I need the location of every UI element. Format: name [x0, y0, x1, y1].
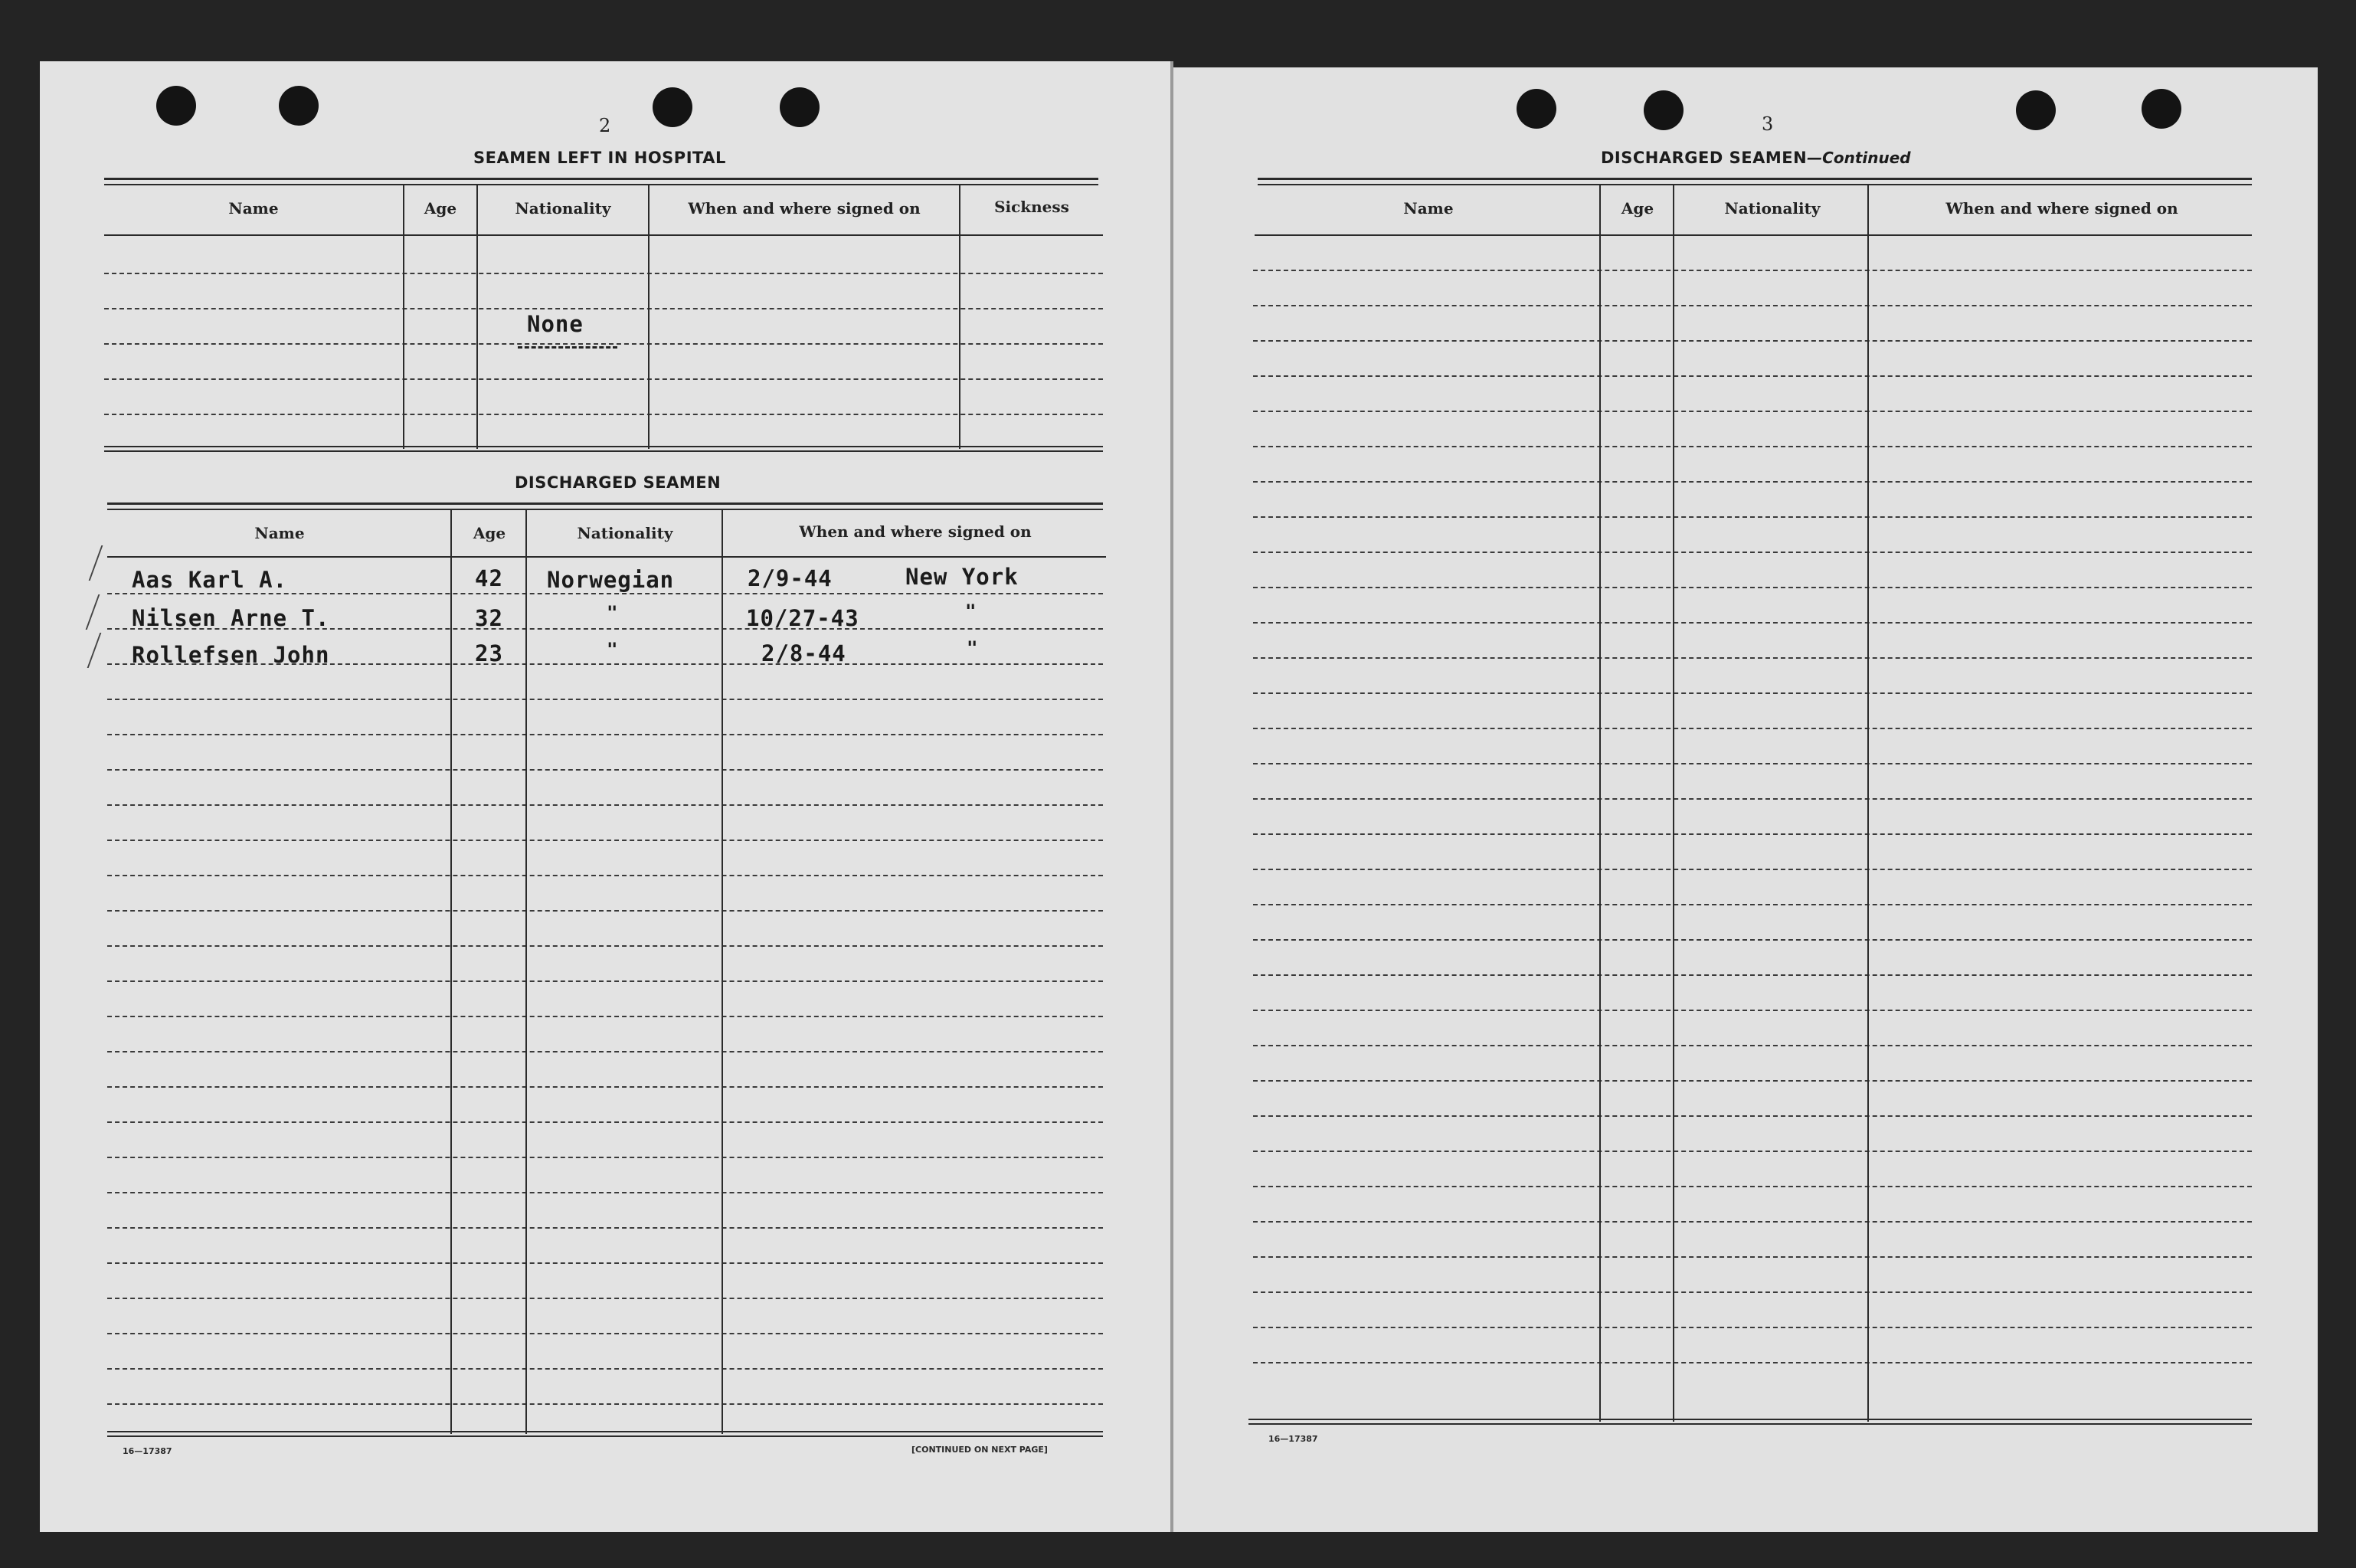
dotted-row-line — [107, 699, 1103, 700]
table-top-rule — [1258, 178, 2252, 180]
ditto-mark: " — [965, 601, 977, 622]
column-divider — [476, 185, 478, 449]
ditto-mark: " — [607, 639, 618, 660]
ditto-mark: " — [607, 602, 618, 624]
dotted-row-line — [107, 734, 1103, 735]
dotted-row-line — [1253, 622, 2252, 624]
column-divider — [450, 510, 452, 1434]
dotted-row-line — [1253, 1010, 2252, 1011]
form-number: 16—17387 — [123, 1446, 172, 1456]
signed-on-date: 2/8-44 — [761, 640, 846, 666]
discharged-section-title: DISCHARGED SEAMEN — [515, 473, 722, 492]
left-page — [40, 61, 1172, 1532]
header-underline — [107, 556, 1106, 558]
dotted-row-line — [1253, 411, 2252, 412]
seaman-age: 23 — [475, 640, 503, 666]
table-top-rule — [104, 178, 1098, 180]
table-top-rule — [104, 184, 1098, 185]
column-divider — [1673, 185, 1674, 1422]
column-header-signed-on: When and where signed on — [688, 199, 921, 218]
seaman-age: 32 — [475, 605, 503, 631]
dotted-row-line — [1253, 446, 2252, 447]
column-header-sickness: Sickness — [994, 198, 1069, 216]
table-top-rule — [1258, 184, 2252, 185]
dotted-row-line — [107, 875, 1103, 876]
punch-hole — [1644, 90, 1684, 130]
signed-on-date: 10/27-43 — [746, 605, 859, 631]
dotted-row-line — [104, 308, 1103, 309]
dotted-row-line — [107, 804, 1103, 806]
dotted-row-line — [1253, 1327, 2252, 1328]
dotted-row-line — [107, 1227, 1103, 1229]
right-page — [1172, 67, 2318, 1532]
dotted-row-line — [107, 910, 1103, 912]
dotted-row-line — [1253, 939, 2252, 941]
table-bottom-rule — [1248, 1423, 2252, 1425]
dotted-row-line — [104, 414, 1103, 415]
dotted-row-line — [1253, 869, 2252, 870]
table-bottom-rule — [1248, 1419, 2252, 1420]
column-divider — [403, 185, 404, 449]
column-divider — [959, 185, 960, 449]
dotted-row-line — [107, 840, 1103, 841]
dotted-row-line — [107, 593, 1103, 594]
column-divider — [1867, 185, 1869, 1422]
table-bottom-rule — [107, 1431, 1103, 1432]
header-underline — [104, 234, 1103, 236]
dotted-row-line — [104, 378, 1103, 380]
dotted-row-line — [107, 980, 1103, 982]
dotted-row-line — [1253, 974, 2252, 976]
punch-hole — [279, 86, 319, 126]
dotted-row-line — [1253, 728, 2252, 729]
column-header-signed-on: When and where signed on — [1945, 199, 2178, 218]
punch-hole — [156, 86, 196, 126]
page-fold — [1170, 61, 1173, 1532]
table-bottom-rule — [107, 1435, 1103, 1437]
dotted-row-line — [1253, 481, 2252, 483]
dotted-row-line — [1253, 904, 2252, 905]
title-continued: —Continued — [1807, 149, 1911, 167]
ditto-mark: " — [967, 637, 978, 659]
form-number: 16—17387 — [1268, 1434, 1318, 1444]
column-header-name: Name — [228, 199, 279, 218]
page-number: 3 — [1762, 113, 1774, 135]
dotted-row-line — [1253, 305, 2252, 306]
dotted-row-line — [107, 1157, 1103, 1158]
signed-on-place: New York — [905, 564, 1019, 590]
table-bottom-rule — [104, 450, 1103, 452]
dotted-row-line — [107, 945, 1103, 947]
none-underline — [518, 346, 617, 349]
discharged-continued-title — [1601, 149, 1911, 167]
header-underline — [1255, 234, 2252, 236]
signed-on-date: 2/9-44 — [748, 565, 833, 591]
dotted-row-line — [1253, 833, 2252, 835]
dotted-row-line — [1253, 587, 2252, 588]
dotted-row-line — [1253, 1221, 2252, 1223]
column-header-nationality: Nationality — [577, 524, 673, 542]
hospital-entry-none: None — [527, 311, 584, 337]
dotted-row-line — [1253, 1115, 2252, 1117]
column-header-age: Age — [473, 524, 506, 542]
punch-hole — [780, 87, 820, 127]
dotted-row-line — [1253, 1045, 2252, 1046]
continued-note: [CONTINUED ON NEXT PAGE] — [911, 1445, 1048, 1455]
column-divider — [1599, 185, 1601, 1422]
dotted-row-line — [107, 1368, 1103, 1370]
column-divider — [648, 185, 650, 449]
hospital-section-title: SEAMEN LEFT IN HOSPITAL — [473, 149, 726, 167]
dotted-row-line — [107, 1121, 1103, 1123]
dotted-row-line — [1253, 1080, 2252, 1082]
dotted-row-line — [1253, 798, 2252, 800]
dotted-row-line — [107, 1298, 1103, 1299]
dotted-row-line — [104, 273, 1103, 274]
dotted-row-line — [1253, 340, 2252, 342]
dotted-row-line — [1253, 657, 2252, 659]
seaman-name: Rollefsen John — [132, 642, 330, 668]
dotted-row-line — [1253, 1186, 2252, 1187]
column-divider — [525, 510, 527, 1434]
punch-hole — [2142, 89, 2181, 129]
dotted-row-line — [107, 1192, 1103, 1193]
dotted-row-line — [1253, 516, 2252, 518]
dotted-row-line — [1253, 692, 2252, 694]
dotted-row-line — [1253, 375, 2252, 377]
dotted-row-line — [104, 343, 1103, 345]
dotted-row-line — [107, 1086, 1103, 1088]
dotted-row-line — [107, 769, 1103, 771]
title-main: DISCHARGED SEAMEN — [1601, 149, 1808, 167]
dotted-row-line — [1253, 270, 2252, 271]
dotted-row-line — [1253, 1151, 2252, 1152]
dotted-row-line — [107, 1333, 1103, 1334]
column-header-name: Name — [1403, 199, 1454, 218]
seaman-age: 42 — [475, 565, 503, 591]
dotted-row-line — [107, 1051, 1103, 1052]
seaman-name: Aas Karl A. — [132, 567, 288, 593]
dotted-row-line — [1253, 552, 2252, 553]
dotted-row-line — [1253, 1362, 2252, 1363]
page-number: 2 — [599, 115, 611, 136]
column-header-nationality: Nationality — [515, 199, 611, 218]
dotted-row-line — [1253, 1291, 2252, 1293]
column-header-name: Name — [254, 524, 305, 542]
punch-hole — [1517, 89, 1556, 129]
table-top-rule — [107, 502, 1103, 505]
dotted-row-line — [107, 1016, 1103, 1017]
dotted-row-line — [1253, 763, 2252, 764]
seaman-name: Nilsen Arne T. — [132, 605, 330, 631]
dotted-row-line — [107, 1403, 1103, 1405]
table-top-rule — [107, 509, 1103, 510]
column-header-age: Age — [424, 199, 457, 218]
dotted-row-line — [1253, 1256, 2252, 1258]
dotted-row-line — [107, 1262, 1103, 1264]
seaman-nationality: Norwegian — [547, 567, 675, 593]
punch-hole — [653, 87, 692, 127]
column-divider — [722, 510, 723, 1434]
punch-hole — [2016, 90, 2056, 130]
column-header-signed-on: When and where signed on — [799, 522, 1032, 541]
column-header-nationality: Nationality — [1724, 199, 1821, 218]
column-header-age: Age — [1621, 199, 1654, 218]
table-bottom-rule — [104, 446, 1103, 447]
